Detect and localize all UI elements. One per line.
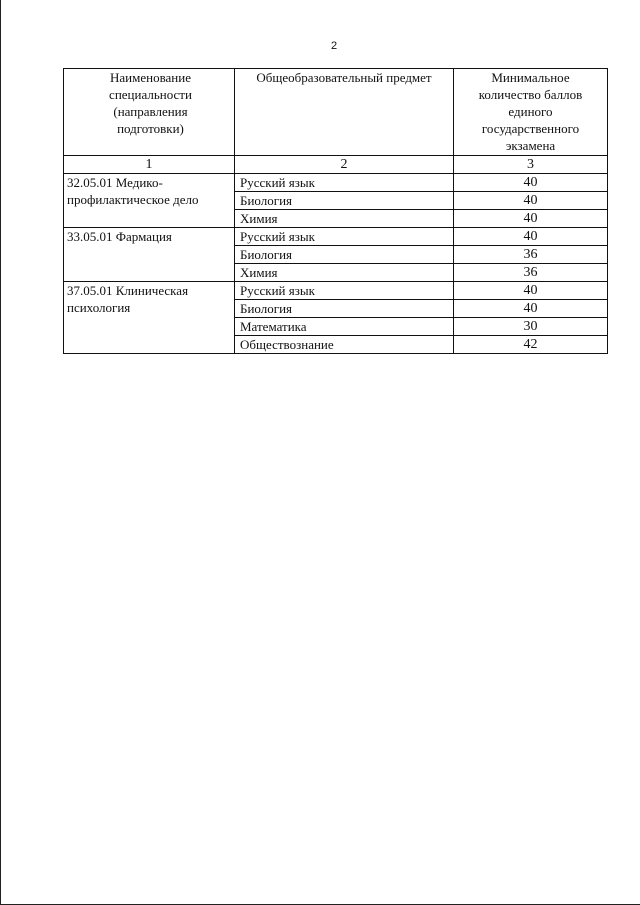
subject-cell: Русский язык	[235, 228, 454, 246]
specialty-cell: 37.05.01 Клиническая психология	[64, 282, 235, 354]
subject-cell: Биология	[235, 300, 454, 318]
header-specialty-line: подготовки)	[117, 121, 184, 136]
header-specialty-line: специальности	[109, 87, 192, 102]
table-row	[64, 282, 608, 300]
table-row	[64, 228, 608, 246]
column-number: 3	[454, 156, 608, 174]
score-cell: 40	[454, 300, 608, 318]
score-cell: 36	[454, 246, 608, 264]
score-cell: 40	[454, 192, 608, 210]
header-subject	[235, 69, 454, 156]
score-cell: 36	[454, 264, 608, 282]
header-specialty	[64, 69, 235, 156]
specialty-cell: 33.05.01 Фармация	[64, 228, 235, 282]
page-number: 2	[330, 40, 338, 52]
subject-cell: Обществознание	[235, 336, 454, 354]
specialty-cell: 32.05.01 Медико-профилактическое дело	[64, 174, 235, 228]
header-specialty-line: Наименование	[110, 70, 191, 85]
header-min-score-line: Минимальное	[491, 70, 570, 85]
exam-requirements-table	[63, 68, 608, 354]
score-cell: 40	[454, 282, 608, 300]
header-min-score	[454, 69, 608, 156]
score-cell: 40	[454, 228, 608, 246]
table-header-row	[64, 69, 608, 156]
score-cell: 40	[454, 210, 608, 228]
header-specialty-line: (направления	[113, 104, 188, 119]
header-subject-text: Общеобразовательный предмет	[256, 70, 432, 85]
subject-cell: Русский язык	[235, 174, 454, 192]
score-cell: 42	[454, 336, 608, 354]
header-min-score-line: количество баллов	[478, 87, 583, 102]
score-cell: 40	[454, 174, 608, 192]
subject-cell: Русский язык	[235, 282, 454, 300]
header-min-score-line: единого	[508, 104, 553, 119]
column-number-row	[64, 156, 608, 174]
header-min-score-line: государственного	[481, 121, 580, 136]
column-number: 1	[64, 156, 235, 174]
subject-cell: Химия	[235, 210, 454, 228]
table-row	[64, 174, 608, 192]
subject-cell: Математика	[235, 318, 454, 336]
subject-cell: Химия	[235, 264, 454, 282]
scan-left-edge	[0, 0, 1, 905]
score-cell: 30	[454, 318, 608, 336]
subject-cell: Биология	[235, 246, 454, 264]
header-min-score-line: экзамена	[505, 138, 556, 153]
subject-cell: Биология	[235, 192, 454, 210]
column-number: 2	[235, 156, 454, 174]
